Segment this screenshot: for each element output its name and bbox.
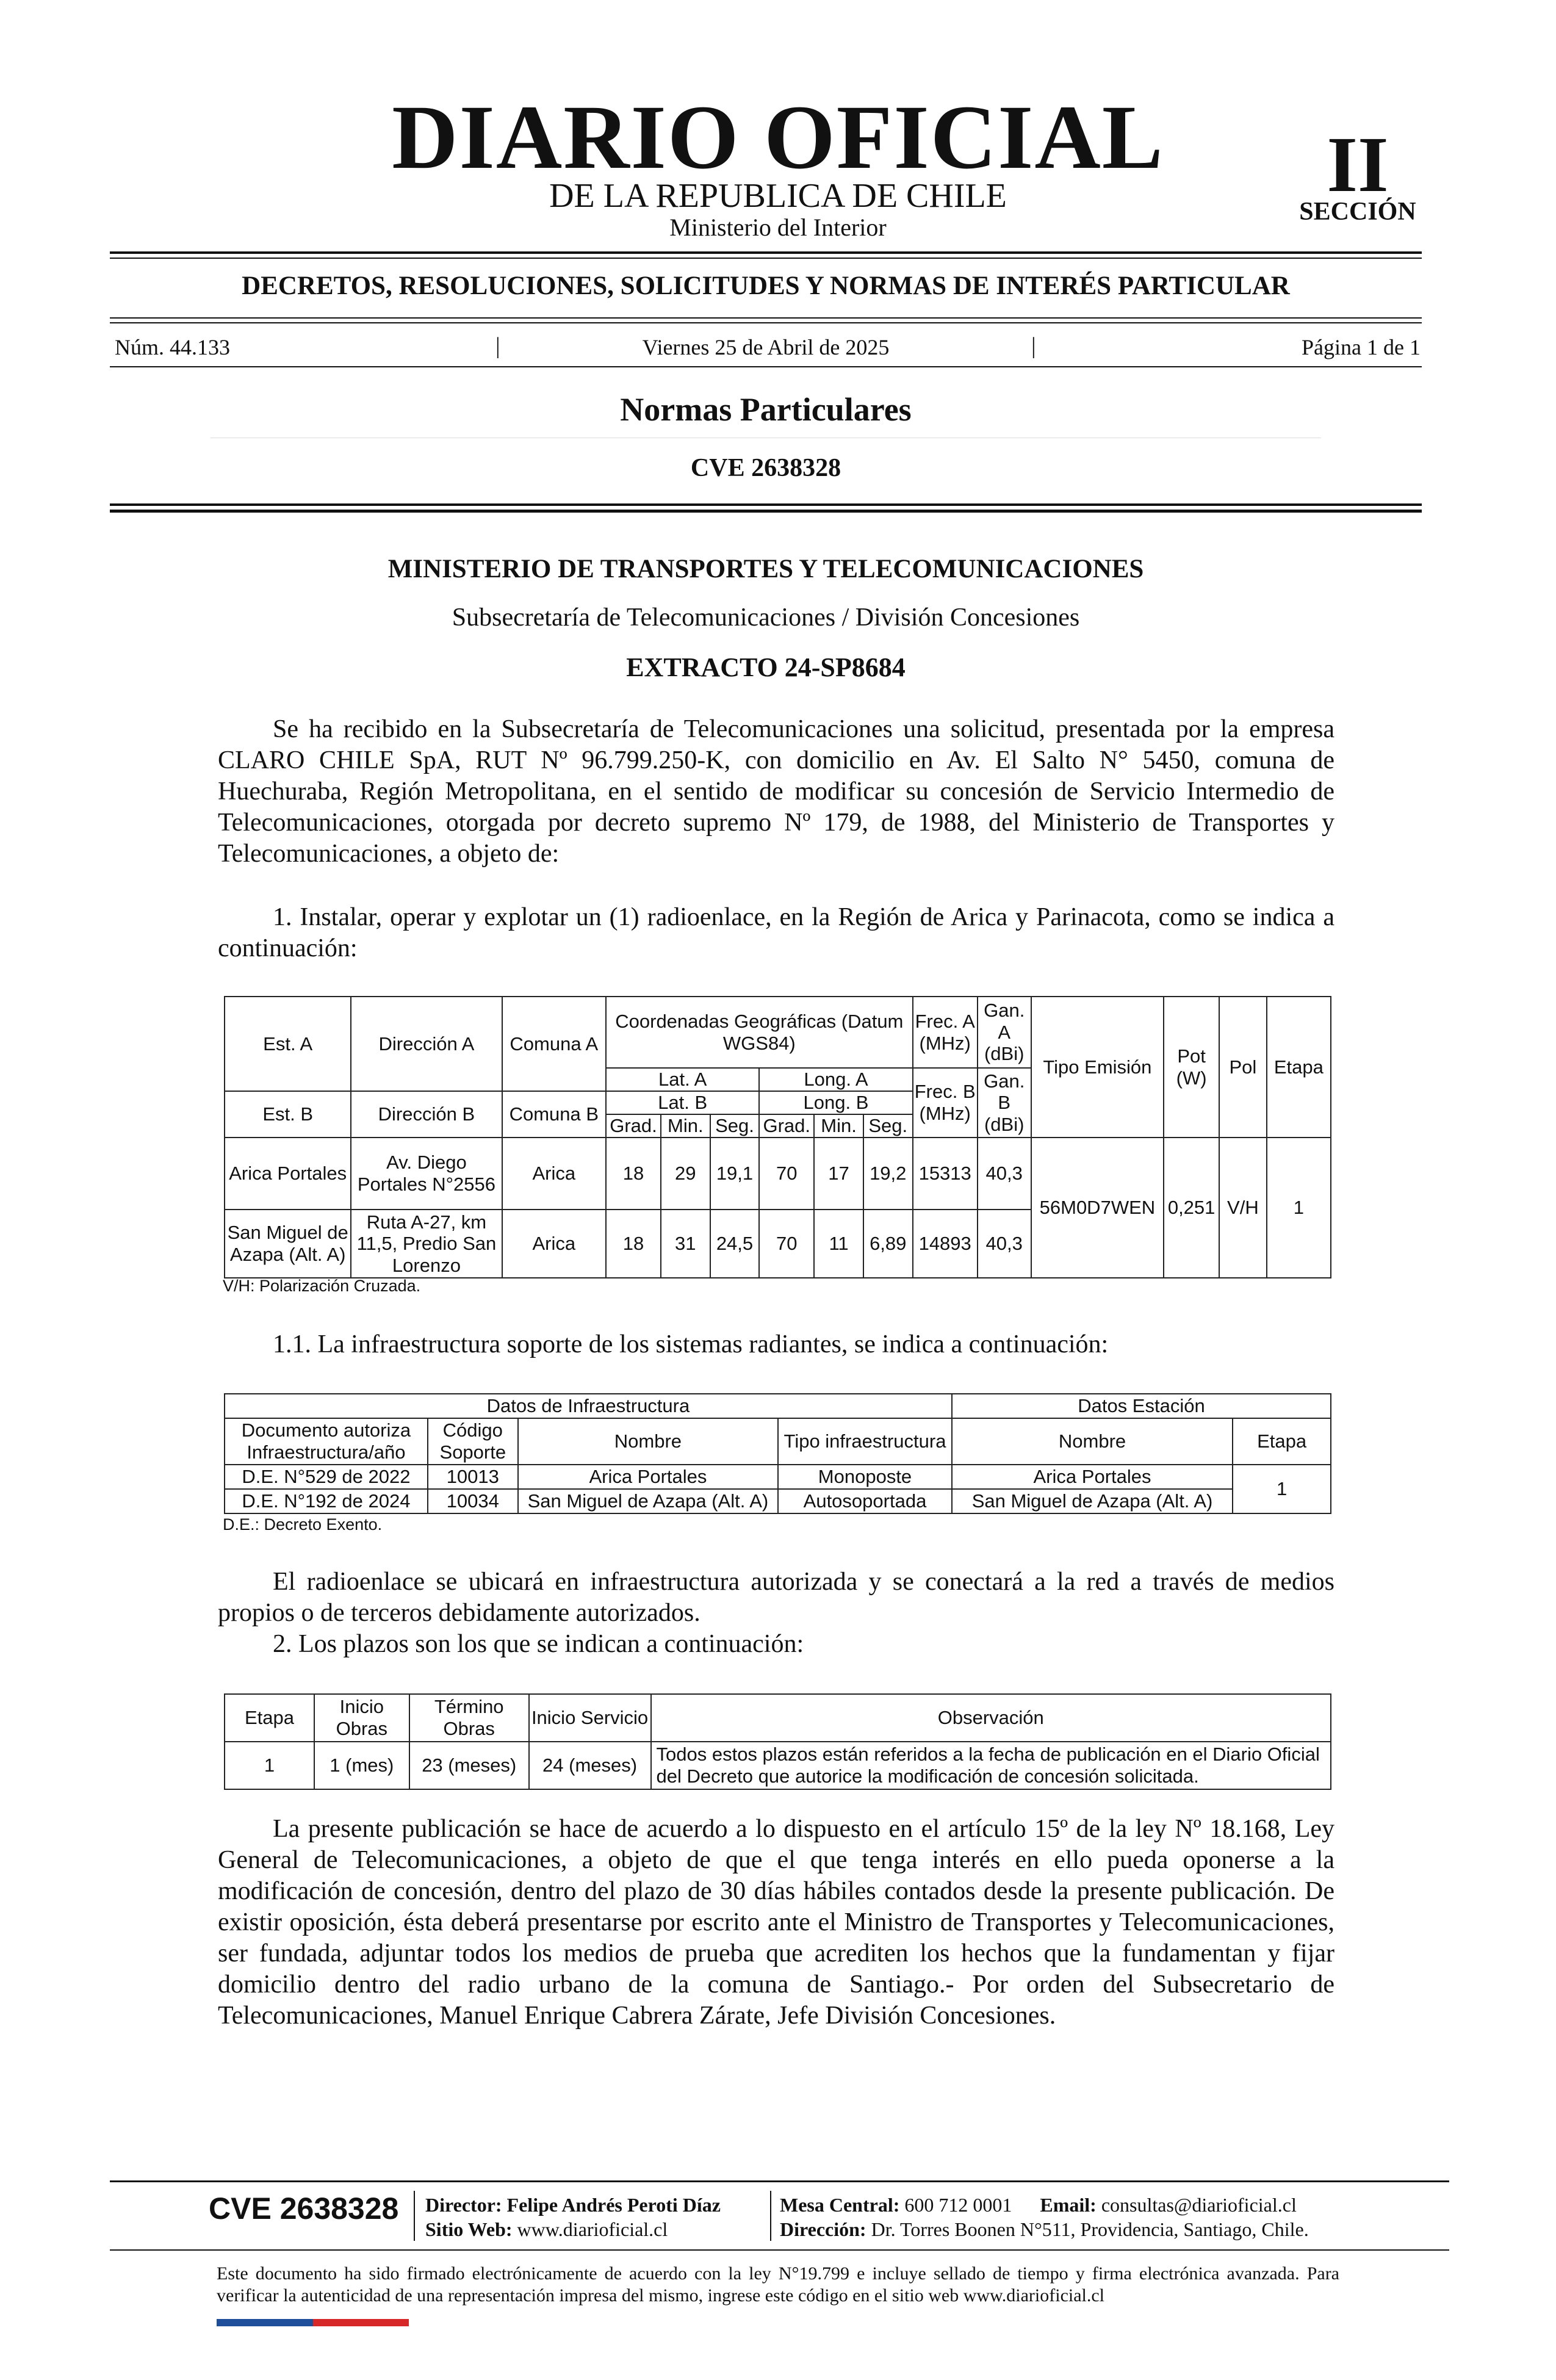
- table1-note: V/H: Polarización Cruzada.: [223, 1277, 421, 1295]
- paragraph-connection-text: El radioenlace se ubicará en infraestructura autorizada y se conectará a la red a través de medios propios o de terceros debidamente autorizados.: [218, 1568, 1334, 1627]
- header-termino-obras: Término Obras: [409, 1694, 529, 1742]
- page-indicator: Página 1 de 1: [1302, 335, 1421, 359]
- header-rule-top: [110, 251, 1422, 254]
- station-a-long-seg: 19,2: [863, 1138, 913, 1210]
- paragraph-connection: [218, 1567, 1334, 1629]
- row1-tipo: Monoposte: [778, 1465, 952, 1489]
- paragraph-closing: [218, 1814, 1334, 2032]
- subsecretaria-label: Subsecretaría de Telecomunicaciones / División Concesiones: [452, 604, 1080, 632]
- table-row: [225, 1489, 1331, 1513]
- etapa-value: 1: [1267, 1138, 1331, 1278]
- issue-date: Viernes 25 de Abril de 2025: [642, 335, 890, 359]
- station-b-long-seg: 6,89: [863, 1210, 913, 1278]
- station-a-lat-seg: 19,1: [710, 1138, 760, 1210]
- paragraph-intro: [218, 714, 1334, 870]
- header-lat-seg: Seg.: [710, 1114, 760, 1138]
- header-gan-b: Gan. B (dBi): [978, 1068, 1031, 1138]
- radiolink-table: [224, 996, 1331, 1278]
- separator-2: |: [1031, 333, 1036, 359]
- paragraph-intro-text: Se ha recibido en la Subsecretaría de Telecomunicaciones una solicitud, presentada por la empresa CLARO CHILE SpA, RUT Nº 96.799.250-K, con domicilio en Av. El Salto N° 5450, comuna de Huechuraba, Región Metropolitana, en el sentido de modificar su concesión de Servicio Intermedio de Telecomunicaciones, otorgada por decreto supremo Nº 179, de 1988, del Ministerio de Transportes y Telecomunicaciones, a objeto de:: [218, 715, 1334, 868]
- station-a-long-min: 17: [814, 1138, 863, 1210]
- station-b-frec: 14893: [913, 1210, 978, 1278]
- station-b-long-grad: 70: [759, 1210, 814, 1278]
- header-long-seg: Seg.: [863, 1114, 913, 1138]
- masthead-subtitle: DE LA REPUBLICA DE CHILE: [549, 177, 1007, 215]
- timeline-table: [224, 1693, 1331, 1790]
- footer-director: [425, 2195, 721, 2215]
- footer-mesa-label: Mesa Central:: [780, 2194, 900, 2216]
- footer-contact: [780, 2195, 1297, 2215]
- footer-director-label: Director:: [425, 2194, 502, 2216]
- paragraph-item-2-text: 2. Los plazos son los que se indican a continuación:: [273, 1630, 804, 1658]
- row2-codigo: 10034: [428, 1489, 518, 1513]
- footer-email-link[interactable]: consultas@diarioficial.cl: [1101, 2194, 1297, 2216]
- header-codigo: Código Soporte: [428, 1418, 518, 1465]
- cve-rule: [110, 503, 1422, 506]
- row2-nombre: San Miguel de Azapa (Alt. A): [518, 1489, 778, 1513]
- footer-director-name: Felipe Andrés Peroti Díaz: [506, 2194, 721, 2216]
- header-com-a: Comuna A: [502, 997, 607, 1091]
- header-com-b: Comuna B: [502, 1091, 607, 1138]
- header-observacion: Observación: [651, 1694, 1331, 1742]
- footer-address-value: Dr. Torres Boonen N°511, Providencia, Santiago, Chile.: [871, 2218, 1309, 2240]
- header-tipo-infraestructura: Tipo infraestructura: [778, 1418, 952, 1465]
- header-rule-mid-2: [110, 322, 1422, 323]
- footer-divider-1: [414, 2191, 415, 2241]
- header-rule-mid: [110, 317, 1422, 319]
- footer-rule-top: [110, 2180, 1449, 2182]
- header-datos-estacion: Datos Estación: [952, 1394, 1331, 1418]
- station-a-address: Av. Diego Portales N°2556: [351, 1138, 502, 1210]
- cve-code: CVE 2638328: [690, 454, 841, 482]
- table-row: [225, 1138, 1331, 1210]
- header-lat-a: Lat. A: [606, 1068, 759, 1091]
- header-frec-a: Frec. A (MHz): [913, 997, 978, 1068]
- header-est-a: Est. A: [225, 997, 351, 1091]
- header-nombre: Nombre: [518, 1418, 778, 1465]
- header-etapa: Etapa: [1267, 997, 1331, 1138]
- row1-nombre: Arica Portales: [518, 1465, 778, 1489]
- header-coordinates: Coordenadas Geográficas (Datum WGS84): [606, 997, 913, 1068]
- header-rule-top-thin: [110, 258, 1422, 259]
- station-b-gan: 40,3: [978, 1210, 1031, 1278]
- inicio-servicio-value: 24 (meses): [529, 1742, 651, 1789]
- header-pot: Pot (W): [1164, 997, 1219, 1138]
- termino-obras-value: 23 (meses): [409, 1742, 529, 1789]
- header-long-a: Long. A: [759, 1068, 912, 1091]
- station-a-gan: 40,3: [978, 1138, 1031, 1210]
- station-b-comuna: Arica: [502, 1210, 607, 1278]
- header-dir-b: Dirección B: [351, 1091, 502, 1138]
- header-inicio-obras: Inicio Obras: [314, 1694, 409, 1742]
- footer-address-label: Dirección:: [780, 2218, 866, 2240]
- header-lat-b: Lat. B: [606, 1091, 759, 1114]
- station-a-lat-grad: 18: [606, 1138, 661, 1210]
- footer-website-link[interactable]: www.diarioficial.cl: [517, 2218, 668, 2240]
- table-row: [225, 1742, 1331, 1789]
- table-row: [225, 1465, 1331, 1489]
- station-b-lat-min: 31: [661, 1210, 710, 1278]
- tipo-emision-value: 56M0D7WEN: [1031, 1138, 1164, 1278]
- paragraph-item-1: [218, 902, 1334, 964]
- station-a-name: Arica Portales: [225, 1138, 351, 1210]
- footer-email-label: Email:: [1040, 2194, 1097, 2216]
- footer-cve-code: CVE 2638328: [209, 2191, 399, 2226]
- flag-stripe-blue: [217, 2319, 313, 2326]
- header-documento: Documento autoriza Infraestructura/año: [225, 1418, 428, 1465]
- section-number: II: [1327, 121, 1389, 209]
- station-a-frec: 15313: [913, 1138, 978, 1210]
- station-a-long-grad: 70: [759, 1138, 814, 1210]
- station-b-long-min: 11: [814, 1210, 863, 1278]
- section-title: Normas Particulares: [620, 391, 912, 428]
- row2-tipo: Autosoportada: [778, 1489, 952, 1513]
- paragraph-item-1-1-text: 1.1. La infraestructura soporte de los sistemas radiantes, se indica a continuación:: [273, 1330, 1109, 1358]
- etapa-value: 1: [225, 1742, 314, 1789]
- infrastructure-table: [224, 1393, 1331, 1514]
- cve-rule-2: [110, 510, 1422, 513]
- footer-legal-notice: Este documento ha sido firmado electrónicamente de acuerdo con la ley N°19.799 e incluye sellado de tiempo y firma electrónica avanzada. Para verificar la autenticidad de una representación impresa del mismo, ingrese este código en el sitio web www.diarioficial.cl: [217, 2263, 1339, 2306]
- header-est-b: Est. B: [225, 1091, 351, 1138]
- separator-1: |: [495, 333, 500, 359]
- header-lat-grad: Grad.: [606, 1114, 661, 1138]
- station-a-lat-min: 29: [661, 1138, 710, 1210]
- footer-mesa-value: 600 712 0001: [904, 2194, 1012, 2216]
- header-frec-b: Frec. B (MHz): [913, 1068, 978, 1138]
- row2-estacion: San Miguel de Azapa (Alt. A): [952, 1489, 1233, 1513]
- row1-codigo: 10013: [428, 1465, 518, 1489]
- masthead-ministry: Ministerio del Interior: [669, 214, 887, 241]
- masthead-title: DIARIO OFICIAL: [392, 87, 1164, 188]
- inicio-obras-value: 1 (mes): [314, 1742, 409, 1789]
- extracto-title: EXTRACTO 24-SP8684: [626, 652, 906, 682]
- section-label: SECCIÓN: [1299, 198, 1416, 226]
- header-datos-infraestructura: Datos de Infraestructura: [225, 1394, 952, 1418]
- footer-website: [425, 2220, 668, 2239]
- header-dir-a: Dirección A: [351, 997, 502, 1091]
- header-rule-bottom: [110, 366, 1422, 367]
- header-nombre-estacion: Nombre: [952, 1418, 1233, 1465]
- footer-rule-bottom: [110, 2249, 1449, 2251]
- footer-website-label: Sitio Web:: [425, 2218, 513, 2240]
- header-pol: Pol: [1219, 997, 1267, 1138]
- table2-note: D.E.: Decreto Exento.: [223, 1515, 383, 1534]
- header-etapa: Etapa: [1233, 1418, 1331, 1465]
- header-gan-a: Gan. A (dBi): [978, 997, 1031, 1068]
- station-b-lat-grad: 18: [606, 1210, 661, 1278]
- observacion-value: Todos estos plazos están referidos a la fecha de publicación en el Diario Oficial del Decreto que autorice la modificación de concesión solicitada.: [651, 1742, 1331, 1789]
- station-a-comuna: Arica: [502, 1138, 607, 1210]
- row1-documento: D.E. N°529 de 2022: [225, 1465, 428, 1489]
- etapa-value: 1: [1233, 1465, 1331, 1513]
- header-inicio-servicio: Inicio Servicio: [529, 1694, 651, 1742]
- header-etapa: Etapa: [225, 1694, 314, 1742]
- header-lat-min: Min.: [661, 1114, 710, 1138]
- station-b-name: San Miguel de Azapa (Alt. A): [225, 1210, 351, 1278]
- footer-divider-2: [770, 2191, 771, 2241]
- station-b-lat-seg: 24,5: [710, 1210, 760, 1278]
- pot-value: 0,251: [1164, 1138, 1219, 1278]
- ministry-title: MINISTERIO DE TRANSPORTES Y TELECOMUNICACIONES: [387, 555, 1144, 583]
- header-long-b: Long. B: [759, 1091, 912, 1114]
- issue-number: Núm. 44.133: [115, 335, 230, 359]
- row2-documento: D.E. N°192 de 2024: [225, 1489, 428, 1513]
- footer-address: [780, 2220, 1309, 2239]
- header-long-min: Min.: [814, 1114, 863, 1138]
- paragraph-item-1-1: [218, 1329, 1334, 1360]
- paragraph-item-2: [218, 1629, 1334, 1660]
- row1-estacion: Arica Portales: [952, 1465, 1233, 1489]
- category-heading: DECRETOS, RESOLUCIONES, SOLICITUDES Y NORMAS DE INTERÉS PARTICULAR: [242, 272, 1290, 300]
- header-long-grad: Grad.: [759, 1114, 814, 1138]
- station-b-address: Ruta A-27, km 11,5, Predio San Lorenzo: [351, 1210, 502, 1278]
- pol-value: V/H: [1219, 1138, 1267, 1278]
- paragraph-item-1-text: 1. Instalar, operar y explotar un (1) radioenlace, en la Región de Arica y Parinacota, como se indica a continuación:: [218, 903, 1334, 962]
- paragraph-closing-text: La presente publicación se hace de acuerdo a lo dispuesto en el artículo 15º de la ley Nº 18.168, Ley General de Telecomunicaciones, a objeto de que el que tenga interés en ello pueda oponerse a la modificación de concesión, dentro del plazo de 30 días hábiles contados desde la presente publicación. De existir oposición, ésta deberá presentarse por escrito ante el Ministro de Transportes y Telecomunicaciones, ser fundada, adjuntar todos los medios de prueba que acrediten los hechos que la fundamentan y fijar domicilio dentro del radio urbano de la comuna de Santiago.- Por orden del Subsecretario de Telecomunicaciones, Manuel Enrique Cabrera Zárate, Jefe División Concesiones.: [218, 1815, 1334, 2030]
- flag-stripe-red: [313, 2319, 409, 2326]
- header-tipo-emision: Tipo Emisión: [1031, 997, 1164, 1138]
